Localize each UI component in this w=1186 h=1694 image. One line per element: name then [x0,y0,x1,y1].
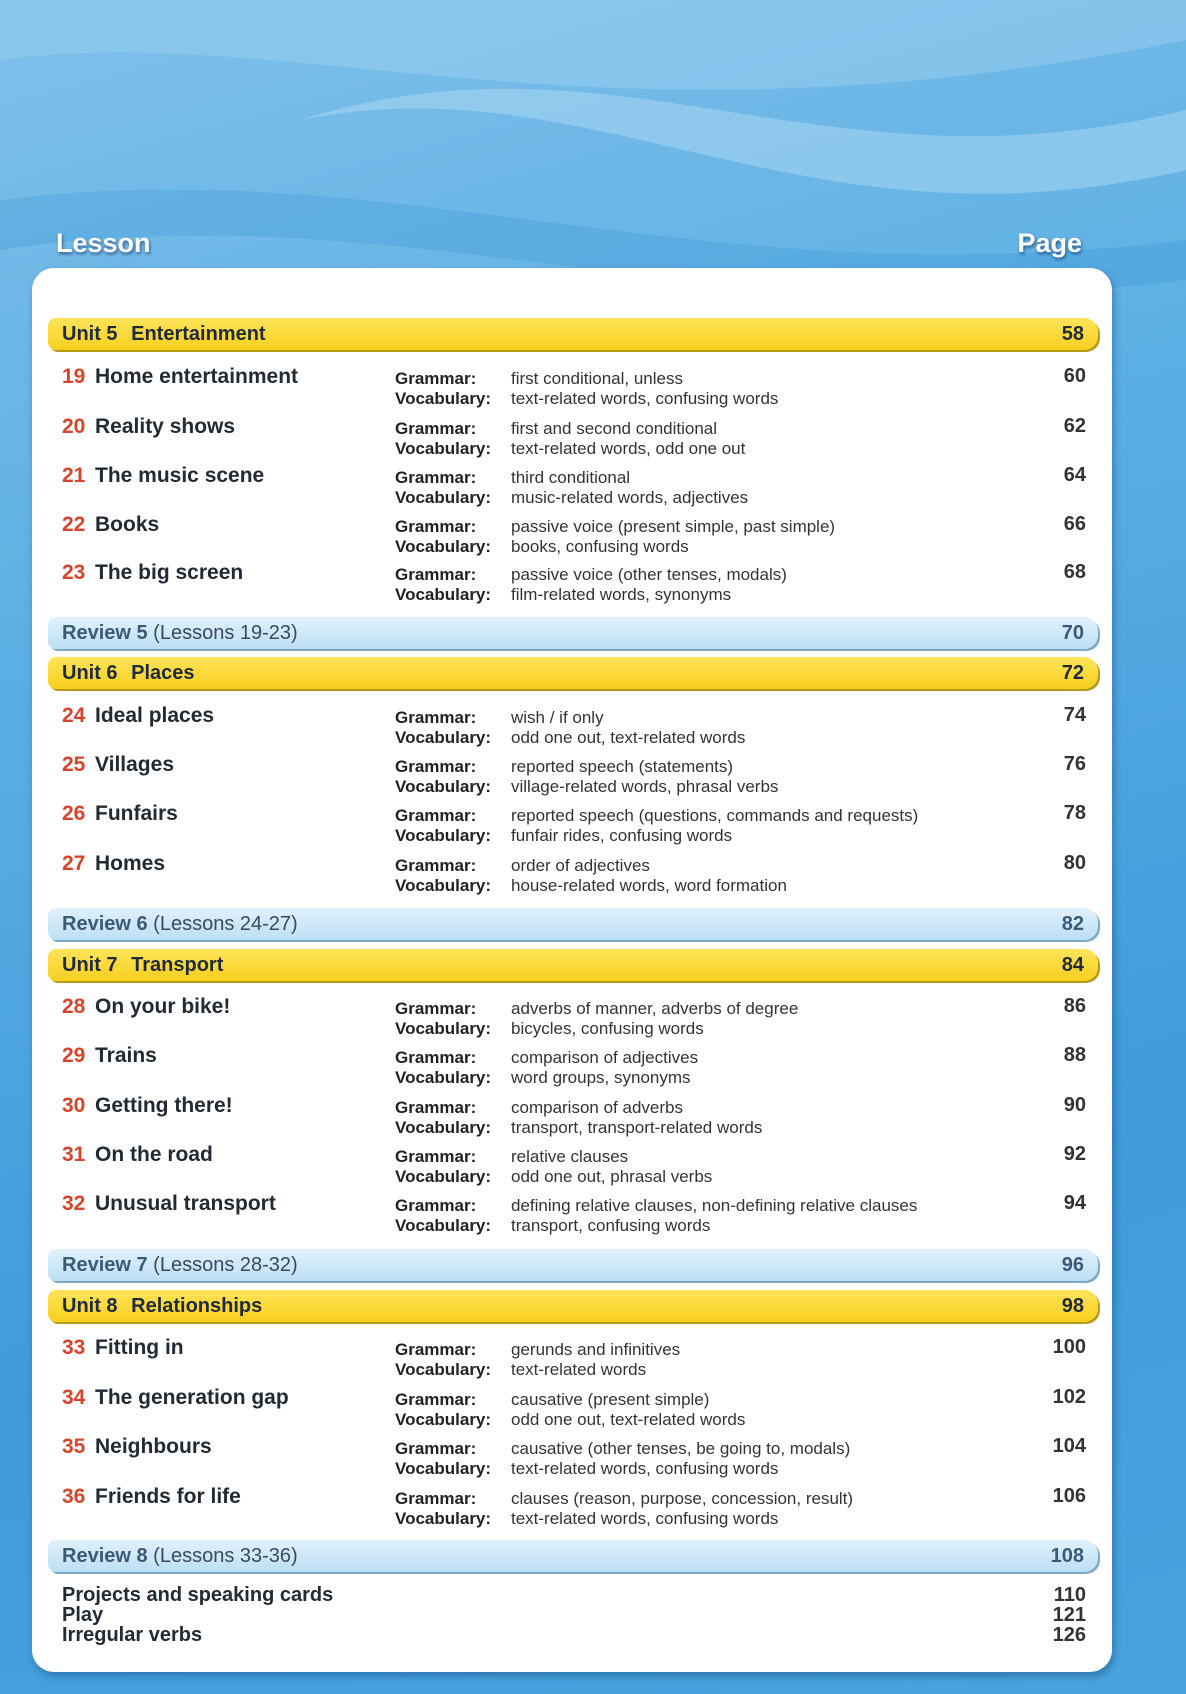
grammar-label: Grammar: [395,1390,477,1409]
lesson-page: 78 [1063,802,1086,824]
lesson-page: 90 [1063,1094,1086,1116]
vocabulary-label: Vocabulary: [395,1360,492,1379]
lesson-title: Unusual transport [95,1192,276,1215]
vocabulary-label: Vocabulary: [395,488,492,507]
lesson-row[interactable] [62,513,1086,559]
vocabulary-label: Vocabulary: [395,876,492,895]
unit-band[interactable] [48,318,1098,350]
grammar-label: Grammar: [395,565,477,584]
lesson-number: 30 [62,1094,86,1117]
lesson-title: Getting there! [95,1094,233,1117]
lesson-number: 33 [62,1336,86,1359]
extra-page: 110 [1053,1584,1086,1606]
lesson-title: Home entertainment [95,365,299,388]
unit-band[interactable] [48,657,1098,689]
lesson-title: Friends for life [95,1485,241,1508]
lesson-page: 60 [1063,365,1086,387]
lesson-row[interactable] [62,995,1086,1041]
review-label: Review 8 [62,1545,148,1567]
review-label: Review 5 [62,622,148,644]
vocabulary-label: Vocabulary: [395,585,492,604]
lesson-title: The big screen [95,561,244,584]
unit-band[interactable] [48,1290,1098,1322]
lesson-title: Neighbours [95,1435,212,1458]
vocabulary-label: Vocabulary: [395,1509,492,1528]
vocabulary-label: Vocabulary: [395,777,492,796]
grammar-text: comparison of adjectives [511,1048,699,1067]
vocabulary-text: film-related words, synonyms [511,585,732,604]
lesson-number: 31 [62,1143,86,1166]
lesson-number: 19 [62,365,86,388]
vocabulary-text: transport, confusing words [511,1216,711,1235]
lesson-number: 21 [62,464,86,487]
vocabulary-label: Vocabulary: [395,537,492,556]
review-range: (Lessons 19-23) [153,622,298,644]
lesson-number: 23 [62,561,86,584]
lesson-number: 27 [62,852,86,875]
unit-name: Relationships [131,1295,263,1317]
lesson-page: 100 [1052,1336,1086,1358]
unit-name: Places [131,662,195,684]
extra-page: 121 [1052,1604,1086,1626]
header-page: Page [1017,228,1082,258]
review-range: (Lessons 24-27) [153,913,298,935]
review-page: 96 [1061,1254,1084,1276]
vocabulary-text: text-related words, confusing words [511,1509,779,1528]
lesson-page: 76 [1063,753,1086,775]
grammar-text: gerunds and infinitives [511,1340,681,1359]
vocabulary-label: Vocabulary: [395,1410,492,1429]
vocabulary-text: text-related words, odd one out [511,439,746,458]
lesson-row[interactable] [62,415,1086,461]
extra-title: Projects and speaking cards [62,1584,334,1606]
review-band[interactable] [48,1249,1098,1281]
lesson-title: Funfairs [95,802,178,825]
review-page: 82 [1061,913,1084,935]
grammar-text: adverbs of manner, adverbs of degree [511,999,799,1018]
lesson-number: 29 [62,1044,86,1067]
extra-row[interactable] [62,1604,1086,1626]
grammar-label: Grammar: [395,708,477,727]
vocabulary-text: bicycles, confusing words [511,1019,704,1038]
grammar-text: passive voice (other tenses, modals) [511,565,787,584]
lesson-number: 35 [62,1435,86,1458]
extra-row[interactable] [62,1584,1086,1606]
grammar-label: Grammar: [395,806,477,825]
lesson-title: The generation gap [95,1386,289,1409]
extra-title: Play [62,1604,104,1626]
lesson-row[interactable] [62,365,1086,411]
lesson-page: 104 [1052,1435,1086,1457]
lesson-page: 102 [1052,1386,1086,1408]
vocabulary-label: Vocabulary: [395,728,492,747]
vocabulary-label: Vocabulary: [395,1068,492,1087]
vocabulary-text: word groups, synonyms [511,1068,691,1087]
grammar-text: relative clauses [511,1147,629,1166]
vocabulary-label: Vocabulary: [395,1019,492,1038]
unit-number: Unit 5 [62,323,118,345]
review-page: 70 [1061,622,1084,644]
grammar-label: Grammar: [395,999,477,1018]
unit-page: 84 [1061,954,1084,976]
review-band[interactable] [48,1540,1098,1572]
review-band[interactable] [48,908,1098,940]
extra-row[interactable] [62,1624,1086,1646]
review-range: (Lessons 33-36) [153,1545,298,1567]
review-band[interactable] [48,617,1098,649]
unit-page: 98 [1061,1295,1084,1317]
lesson-page: 92 [1063,1143,1086,1165]
lesson-row[interactable] [62,1485,1086,1531]
lesson-page: 66 [1063,513,1086,535]
lesson-row[interactable] [62,464,1086,510]
review-range: (Lessons 28-32) [153,1254,298,1276]
lesson-title: Books [95,513,160,536]
vocabulary-label: Vocabulary: [395,1216,492,1235]
grammar-label: Grammar: [395,1340,477,1359]
lesson-number: 25 [62,753,86,776]
lesson-number: 32 [62,1192,86,1215]
lesson-number: 24 [62,704,86,727]
vocabulary-text: odd one out, phrasal verbs [511,1167,713,1186]
grammar-text: order of adjectives [511,856,650,875]
lesson-title: Fitting in [95,1336,184,1359]
vocabulary-text: odd one out, text-related words [511,728,746,747]
lesson-page: 86 [1063,995,1086,1017]
grammar-label: Grammar: [395,468,477,487]
lesson-number: 22 [62,513,86,536]
lesson-title: The music scene [95,464,265,487]
grammar-text: wish / if only [511,708,604,727]
lesson-number: 36 [62,1485,86,1508]
grammar-label: Grammar: [395,369,477,388]
review-page: 108 [1050,1545,1084,1567]
lesson-row[interactable] [62,1094,1086,1140]
vocabulary-label: Vocabulary: [395,826,492,845]
lesson-row[interactable] [62,1336,1086,1382]
grammar-text: third conditional [511,468,631,487]
grammar-label: Grammar: [395,856,477,875]
unit-number: Unit 6 [62,662,118,684]
lesson-row[interactable] [62,561,1086,607]
lesson-row[interactable] [62,1044,1086,1090]
lesson-page: 74 [1063,704,1086,726]
vocabulary-text: odd one out, text-related words [511,1410,746,1429]
vocabulary-text: books, confusing words [511,537,689,556]
review-label: Review 7 [62,1254,148,1276]
grammar-text: clauses (reason, purpose, concession, result) [511,1489,854,1508]
extra-title: Irregular verbs [62,1624,203,1646]
vocabulary-label: Vocabulary: [395,1459,492,1478]
header-lesson: Lesson [56,228,151,258]
unit-page: 72 [1061,662,1084,684]
vocabulary-text: village-related words, phrasal verbs [511,777,779,796]
vocabulary-text: music-related words, adjectives [511,488,749,507]
lesson-page: 88 [1063,1044,1086,1066]
grammar-text: comparison of adverbs [511,1098,683,1117]
grammar-label: Grammar: [395,1439,477,1458]
grammar-text: reported speech (questions, commands and requests) [511,806,919,825]
grammar-text: defining relative clauses, non-defining relative clauses [511,1196,918,1215]
lesson-row[interactable] [62,802,1086,848]
grammar-text: causative (present simple) [511,1390,710,1409]
vocabulary-label: Vocabulary: [395,389,492,408]
lesson-title: Ideal places [95,704,215,727]
lesson-title: On the road [95,1143,213,1166]
grammar-label: Grammar: [395,419,477,438]
grammar-label: Grammar: [395,1098,477,1117]
grammar-label: Grammar: [395,517,477,536]
lesson-number: 26 [62,802,86,825]
grammar-text: first and second conditional [511,419,718,438]
unit-name: Transport [131,954,224,976]
grammar-text: reported speech (statements) [511,757,734,776]
grammar-label: Grammar: [395,757,477,776]
grammar-label: Grammar: [395,1196,477,1215]
vocabulary-text: text-related words, confusing words [511,389,779,408]
vocabulary-text: transport, transport-related words [511,1118,763,1137]
lesson-row[interactable] [62,753,1086,799]
unit-name: Entertainment [131,323,266,345]
lesson-row[interactable] [62,852,1086,898]
lesson-page: 106 [1052,1485,1086,1507]
vocabulary-label: Vocabulary: [395,439,492,458]
unit-number: Unit 8 [62,1295,118,1317]
lesson-number: 20 [62,415,86,438]
review-label: Review 6 [62,913,148,935]
lesson-number: 28 [62,995,86,1018]
grammar-text: first conditional, unless [511,369,683,388]
grammar-label: Grammar: [395,1489,477,1508]
vocabulary-text: house-related words, word formation [511,876,787,895]
grammar-label: Grammar: [395,1048,477,1067]
unit-page: 58 [1061,323,1084,345]
lesson-page: 68 [1063,561,1086,583]
lesson-title: Homes [95,852,166,875]
unit-number: Unit 7 [62,954,118,976]
vocabulary-text: text-related words, confusing words [511,1459,779,1478]
unit-band[interactable] [48,949,1098,981]
lesson-row[interactable] [62,704,1086,750]
lesson-title: Reality shows [95,415,236,438]
lesson-title: Villages [95,753,174,776]
extra-page: 126 [1052,1624,1086,1646]
lesson-row[interactable] [62,1143,1086,1189]
lesson-title: Trains [95,1044,157,1067]
lesson-page: 64 [1063,464,1086,486]
vocabulary-label: Vocabulary: [395,1167,492,1186]
grammar-text: causative (other tenses, be going to, modals) [511,1439,851,1458]
vocabulary-label: Vocabulary: [395,1118,492,1137]
grammar-label: Grammar: [395,1147,477,1166]
grammar-text: passive voice (present simple, past simple) [511,517,836,536]
vocabulary-text: text-related words [511,1360,647,1379]
lesson-title: On your bike! [95,995,231,1018]
lesson-page: 80 [1063,852,1086,874]
lesson-page: 94 [1063,1192,1086,1214]
vocabulary-text: funfair rides, confusing words [511,826,733,845]
lesson-number: 34 [62,1386,86,1409]
lesson-row[interactable] [62,1192,1086,1238]
lesson-row[interactable] [62,1386,1086,1432]
lesson-row[interactable] [62,1435,1086,1481]
lesson-page: 62 [1063,415,1086,437]
